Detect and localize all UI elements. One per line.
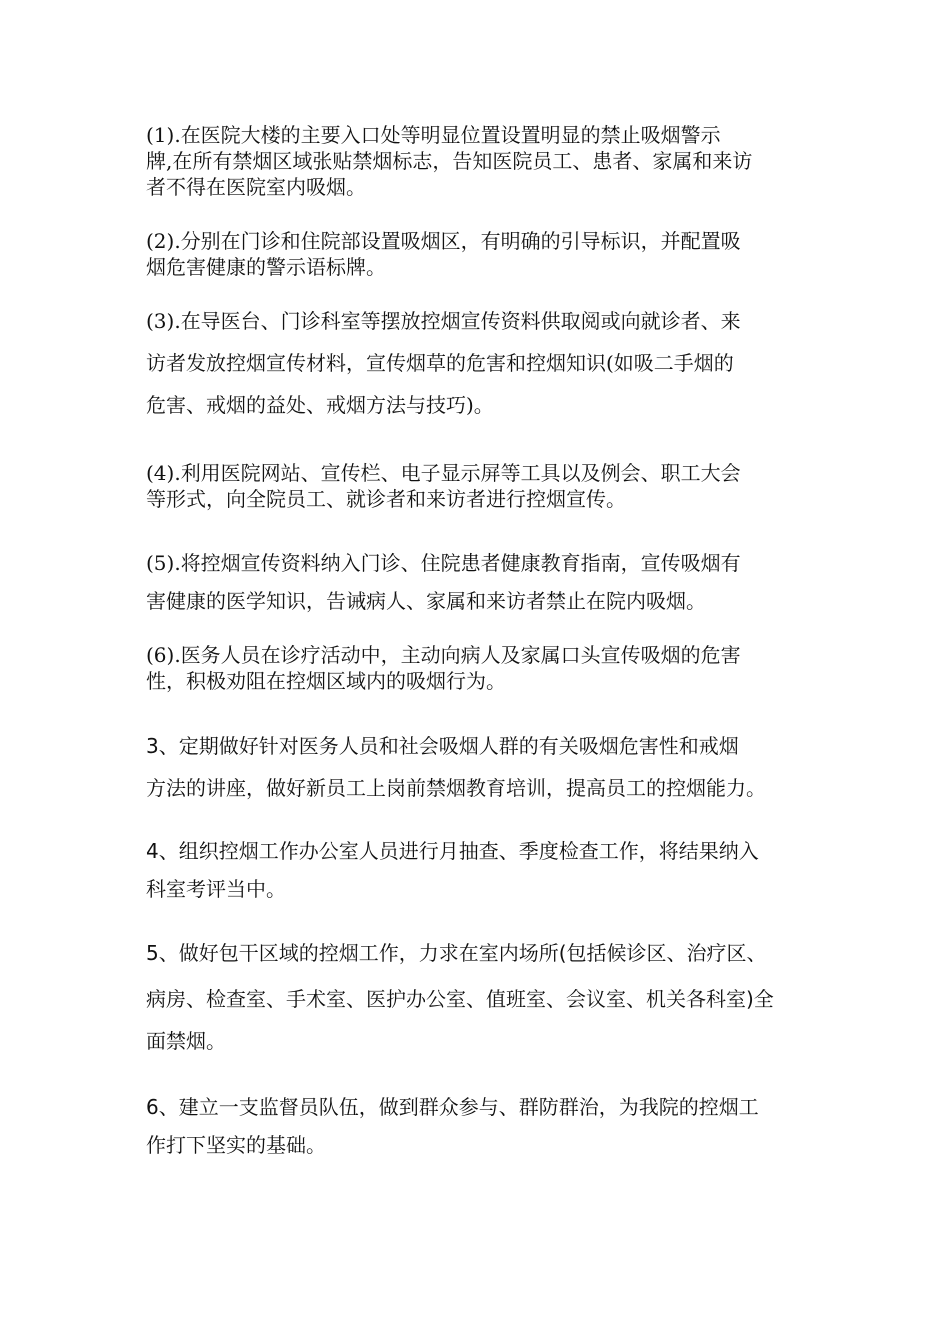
paragraph-line: 5、做好包干区域的控烟工作，力求在室内场所(包括候诊区、治疗区、 <box>146 941 767 965</box>
paragraph-1 <box>146 122 826 200</box>
paragraph-line: (6).医务人员在诊疗活动中，主动向病人及家属口头宣传吸烟的危害 <box>146 643 741 667</box>
paragraph-8 <box>146 838 826 914</box>
paragraph-2 <box>146 228 826 280</box>
paragraph-line: 4、组织控烟工作办公室人员进行月抽查、季度检查工作，将结果纳入 <box>146 839 759 863</box>
paragraph-line: 6、建立一支监督员队伍，做到群众参与、群防群治，为我院的控烟工 <box>146 1095 759 1119</box>
paragraph-line: 方法的讲座，做好新员工上岗前禁烟教育培训，提高员工的控烟能力。 <box>146 776 766 800</box>
paragraph-line: 性，积极劝阻在控烟区域内的吸烟行为。 <box>146 669 506 693</box>
paragraph-line: (1).在医院大楼的主要入口处等明显位置设置明显的禁止吸烟警示 <box>146 123 721 147</box>
paragraph-line: (2).分别在门诊和住院部设置吸烟区，有明确的引导标识，并配置吸 <box>146 229 741 253</box>
paragraph-line: (3).在导医台、门诊科室等摆放控烟宣传资料供取阅或向就诊者、来 <box>146 309 741 333</box>
paragraph-line: 烟危害健康的警示语标牌。 <box>146 255 386 279</box>
paragraph-3 <box>146 308 826 434</box>
paragraph-line: 危害、戒烟的益处、戒烟方法与技巧)。 <box>146 393 494 417</box>
paragraph-line: 科室考评当中。 <box>146 877 286 901</box>
paragraph-line: 作打下坚实的基础。 <box>146 1133 326 1157</box>
paragraph-line: 病房、检查室、手术室、医护办公室、值班室、会议室、机关各科室)全 <box>146 987 774 1011</box>
paragraph-line: (4).利用医院网站、宣传栏、电子显示屏等工具以及例会、职工大会 <box>146 461 741 485</box>
paragraph-line: 面禁烟。 <box>146 1029 226 1053</box>
paragraph-7 <box>146 733 826 817</box>
paragraph-4 <box>146 460 826 512</box>
paragraph-line: 访者发放控烟宣传材料，宣传烟草的危害和控烟知识(如吸二手烟的 <box>146 351 734 375</box>
paragraph-line: 牌,在所有禁烟区域张贴禁烟标志，告知医院员工、患者、家属和来访 <box>146 149 753 173</box>
paragraph-line: 者不得在医院室内吸烟。 <box>146 175 366 199</box>
paragraph-line: 3、定期做好针对医务人员和社会吸烟人群的有关吸烟危害性和戒烟 <box>146 734 739 758</box>
paragraph-10 <box>146 1094 826 1170</box>
paragraph-line: (5).将控烟宣传资料纳入门诊、住院患者健康教育指南，宣传吸烟有 <box>146 551 741 575</box>
paragraph-line: 等形式，向全院员工、就诊者和来访者进行控烟宣传。 <box>146 487 626 511</box>
paragraph-line: 害健康的医学知识，告诫病人、家属和来访者禁止在院内吸烟。 <box>146 589 706 613</box>
paragraph-5 <box>146 550 826 626</box>
paragraph-6 <box>146 642 826 694</box>
paragraph-9 <box>146 940 826 1054</box>
